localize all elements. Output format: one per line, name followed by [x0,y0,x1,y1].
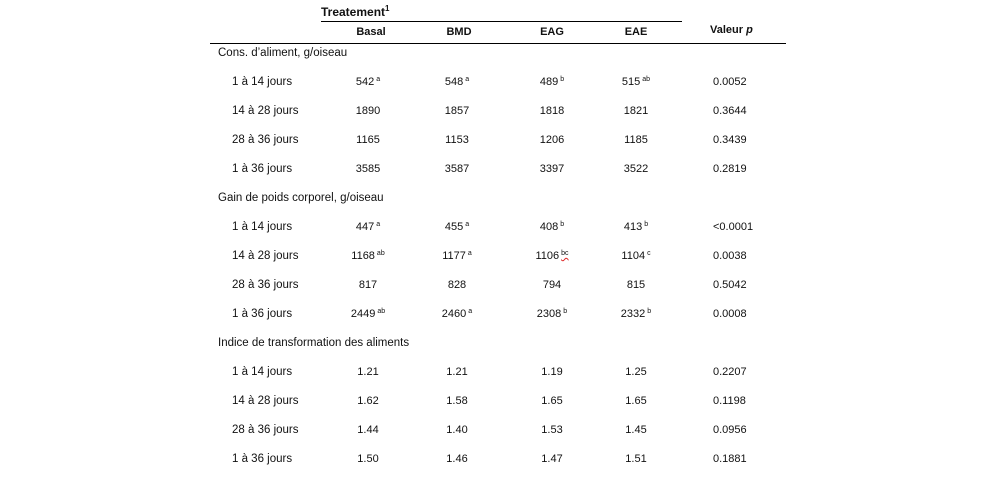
cell-value: 3522 [623,163,649,175]
cell-value: 1.25 [625,366,647,378]
pvalue-cell: 0.0038 [713,250,747,262]
treatment-label: Treatement [321,5,386,19]
significance-letter: ab [377,308,386,315]
table-cell [540,76,564,88]
table-cell [537,308,567,320]
section-title: Indice de transformation des aliments [218,337,410,349]
table-cell [445,163,469,175]
cell-value: 1168 [351,250,375,262]
pvalue-cell: 0.2207 [713,366,747,378]
section-title: Gain de poids corporel, g/oiseau [218,192,384,204]
significance-letter: a [467,250,472,257]
cell-value: 455 [444,221,464,233]
table-cell [621,250,650,262]
cell-value: 1890 [355,105,381,117]
cell-value: 548 [444,76,464,88]
treatment-footnote-mark: 1 [385,4,390,13]
pvalue-cell: <0.0001 [713,221,754,233]
pvalue-cell: 0.3644 [713,105,747,117]
cell-value: 817 [358,279,378,291]
header-rule [210,43,786,44]
significance-letter: b [647,308,652,315]
significance-letter: a [468,308,473,315]
table-cell [357,366,378,378]
table-cell [445,221,469,233]
table-cell [625,453,646,465]
row-label: 1 à 14 jours [232,366,293,378]
table-cell [624,163,648,175]
table-cell [448,279,466,291]
significance-letter: bc [561,250,569,257]
cell-value: 3585 [355,163,381,175]
row-label: 28 à 36 jours [232,279,299,291]
row-label: 14 à 28 jours [232,105,299,117]
cell-value: 1206 [539,134,565,146]
pvalue-cell: 0.1198 [713,395,746,407]
cell-value: 1.45 [625,424,647,436]
table-cell [541,366,562,378]
cell-value: 1165 [356,134,380,146]
cell-value: 2460 [441,308,467,320]
table-cell [356,76,380,88]
cell-value: 413 [623,221,643,233]
significance-letter: a [376,221,381,228]
row-label: 1 à 36 jours [232,308,293,320]
cell-value: 1185 [624,134,648,146]
cell-value: 1.50 [357,453,379,465]
table-cell [625,366,646,378]
table-cell [356,163,380,175]
table-cell [445,76,469,88]
cell-value: 1.53 [541,424,563,436]
row-label: 14 à 28 jours [232,395,299,407]
table-cell [446,366,467,378]
table-cell [535,250,568,262]
pvalue-italic-p: p [746,24,753,36]
cell-value: 1153 [445,134,469,146]
table-cell [359,279,377,291]
table-cell [622,76,650,88]
cell-value: 1.47 [541,453,563,465]
table-cell [541,395,562,407]
cell-value: 1177 [442,250,466,262]
pvalue-cell: 0.2819 [713,163,747,175]
table-cell [624,105,648,117]
significance-letter: b [563,308,568,315]
cell-value: 515 [621,76,641,88]
treatment-underline [321,21,682,22]
table-cell [442,308,472,320]
cell-value: 1106 [535,250,560,262]
table-cell [356,221,380,233]
significance-letter: b [644,221,649,228]
row-label: 1 à 14 jours [232,221,293,233]
cell-value: 1.40 [446,424,468,436]
table-cell [621,308,651,320]
table-cell [624,134,648,146]
cell-value: 408 [539,221,559,233]
cell-value: 3397 [539,163,565,175]
cell-value: 1.44 [357,424,379,436]
table-cell [540,134,564,146]
cell-value: 447 [355,221,375,233]
table-cell [627,279,645,291]
column-header-basal: Basal [356,26,386,35]
table-cell [543,279,561,291]
table-cell [541,453,562,465]
table-cell [624,221,648,233]
significance-letter: ab [642,76,651,83]
table-cell [446,453,467,465]
cell-value: 1.46 [446,453,468,465]
pvalue-label: Valeur [710,24,747,36]
cell-value: 1.65 [541,395,563,407]
table-cell [351,250,384,262]
significance-letter: a [465,221,470,228]
cell-value: 1818 [539,105,565,117]
cell-value: 815 [626,279,646,291]
table-cell [357,453,378,465]
cell-value: 1.58 [446,395,468,407]
significance-letter: b [560,221,565,228]
cell-value: 542 [355,76,375,88]
pvalue-cell: 0.0956 [713,424,747,436]
table-cell [357,424,378,436]
table-cell [351,308,385,320]
cell-value: 1.21 [446,366,468,378]
cell-value: 3587 [444,163,470,175]
column-header-pvalue [710,24,753,36]
row-label: 1 à 36 jours [232,163,293,175]
cell-value: 1821 [623,105,649,117]
table-cell [540,163,564,175]
cell-value: 828 [447,279,467,291]
cell-value: 1104 [621,250,646,262]
cell-value: 1857 [444,105,470,117]
table-cell [357,395,378,407]
row-label: 14 à 28 jours [232,250,299,262]
table-cell [446,424,467,436]
table-cell [445,134,469,146]
column-header-eag: EAG [540,26,564,35]
table-cell [625,395,646,407]
pvalue-cell: 0.0052 [713,76,747,88]
cell-value: 2332 [620,308,646,320]
cell-value: 1.51 [625,453,647,465]
row-label: 1 à 14 jours [232,76,293,88]
table-cell [540,221,564,233]
cell-value: 1.21 [357,366,379,378]
table-cell [446,395,467,407]
section-title: Cons. d’aliment, g/oiseau [218,47,348,59]
treatment-header [321,4,389,19]
cell-value: 794 [542,279,562,291]
table-cell [540,105,564,117]
row-label: 28 à 36 jours [232,424,299,436]
column-header-eae: EAE [624,26,648,35]
pvalue-cell: 0.0008 [713,308,747,320]
cell-value: 489 [539,76,559,88]
cell-value: 2449 [350,308,376,320]
significance-letter: b [560,76,565,83]
column-header-bmd: BMD [446,26,472,35]
significance-letter: a [376,76,381,83]
pvalue-cell: 0.1881 [713,453,747,465]
significance-letter: ab [376,250,385,257]
pvalue-cell: 0.5042 [713,279,747,291]
significance-letter: a [465,76,470,83]
cell-value: 2308 [536,308,562,320]
table-cell [445,105,469,117]
table-cell [625,424,646,436]
row-label: 1 à 36 jours [232,453,293,465]
pvalue-cell: 0.3439 [713,134,747,146]
row-label: 28 à 36 jours [232,134,299,146]
table-cell [356,134,380,146]
table-cell [541,424,562,436]
cell-value: 1.65 [625,395,647,407]
cell-value: 1.62 [357,395,379,407]
table-cell [356,105,380,117]
cell-value: 1.19 [541,366,563,378]
significance-letter: c [647,250,651,257]
table-cell [442,250,472,262]
